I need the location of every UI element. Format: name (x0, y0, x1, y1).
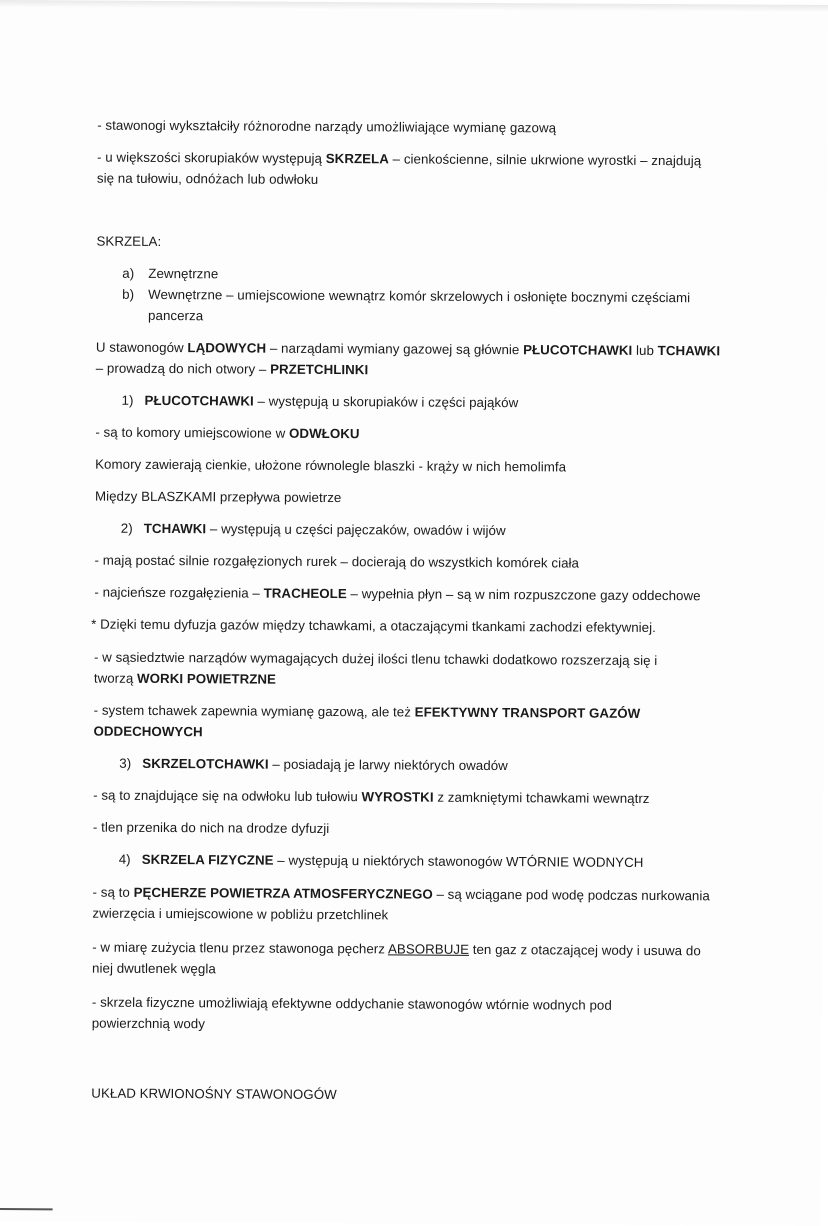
text-line: Komory zawierają cienkie, ułożone równolegle blaszki - krąży w nich hemolimfa (95, 456, 567, 475)
text-line: - skrzela fizyczne umożliwiają efektywne oddychanie stawonogów wtórnie wodnych pod (91, 994, 612, 1013)
list-item-text: Zewnętrzne (148, 265, 219, 282)
numbered-item: 3) (119, 755, 132, 771)
text-line: - są to PĘCHERZE POWIETRZA ATMOSFERYCZNEGO – są wciągane pod wodę podczas nurkowania (92, 884, 710, 904)
text-line: powierzchnią wody (91, 1015, 205, 1032)
text-line: - mają postać silnie rozgałęzionych rurek – docierają do wszystkich komórek ciała (94, 552, 580, 571)
text-line: ODDECHOWYCH (93, 723, 203, 740)
text-line: * Dzięki temu dyfuzja gazów między tchawkami, a otaczającymi tkankami zachodzi efektywniej. (91, 616, 656, 636)
list-item: a) (122, 265, 135, 281)
text-line: - są to komory umiejscowione w ODWŁOKU (95, 424, 360, 442)
text-line: U stawonogów LĄDOWYCH – narządami wymiany gazowej są głównie PŁUCOTCHAWKI lub TCHAWKI (95, 339, 721, 359)
section-heading: UKŁAD KRWIONOŚNY STAWONOGÓW (91, 1085, 337, 1103)
text-line: Między BLASZKAMI przepływa powietrze (94, 488, 342, 506)
text-line: - w miarę zużycia tlenu przez stawonoga pęcherz ABSORBUJE ten gaz z otaczającej wody i usuwa do (92, 939, 701, 959)
numbered-item-text: PŁUCOTCHAWKI – występują u skorupiaków i części pająków (144, 392, 519, 411)
list-item-text: Wewnętrzne – umiejscowione wewnątrz komór skrzelowych i osłonięte bocznymi częściami (148, 286, 691, 306)
numbered-item-text: SKRZELA FIZYCZNE – występują u niektórych stawonogów WTÓRNIE WODNYCH (141, 851, 644, 870)
text-line: - tlen przenika do nich na drodze dyfuzji (92, 819, 330, 837)
numbered-item: 4) (118, 851, 131, 867)
text-line: - są to znajdujące się na odwłoku lub tułowiu WYROSTKI z zamkniętymi tchawkami wewnątrz (93, 787, 650, 806)
text-line: - w sąsiedztwie narządów wymagających dużej ilości tlenu tchawki dodatkowo rozszerzają się i (93, 649, 658, 669)
section-heading: SKRZELA: (96, 233, 162, 249)
list-item-text: pancerza (148, 307, 204, 324)
scan-edge (0, 0, 828, 13)
scan-mark (0, 1208, 53, 1210)
text-line: tworzą WORKI POWIETRZNE (93, 670, 277, 687)
text-line: niej dwutlenek węgla (92, 960, 216, 977)
text-line: - najcieńsze rozgałęzienia – TRACHEOLE – wypełnia płyn – są w nim rozpuszczone gazy oddechowe (94, 584, 701, 604)
numbered-item: 2) (120, 520, 133, 536)
numbered-item: 1) (121, 392, 134, 408)
list-item: b) (122, 286, 135, 302)
text-line: – prowadzą do nich otwory – PRZETCHLINKI (95, 360, 369, 378)
text-line: - u większości skorupiaków występują SKRZELA – cienkościenne, silnie ukrwione wyrostki – znajdują (96, 149, 702, 169)
numbered-item-text: TCHAWKI – występują u części pajęczaków, owadów i wijów (143, 520, 506, 539)
text-line: zwierzęcia i umiejscowione w pobliżu przetchlinek (92, 905, 389, 923)
numbered-item-text: SKRZELOTCHAWKI – posiadają je larwy niektórych owadów (142, 755, 508, 774)
text-line: się na tułowiu, odnóżach lub odwłoku (96, 170, 319, 187)
text-line: - stawonogi wykształciły różnorodne narządy umożliwiające wymianę gazową (97, 117, 557, 136)
text-line: - system tchawek zapewnia wymianę gazową, ale też EFEKTYWNY TRANSPORT GAZÓW (93, 702, 641, 721)
